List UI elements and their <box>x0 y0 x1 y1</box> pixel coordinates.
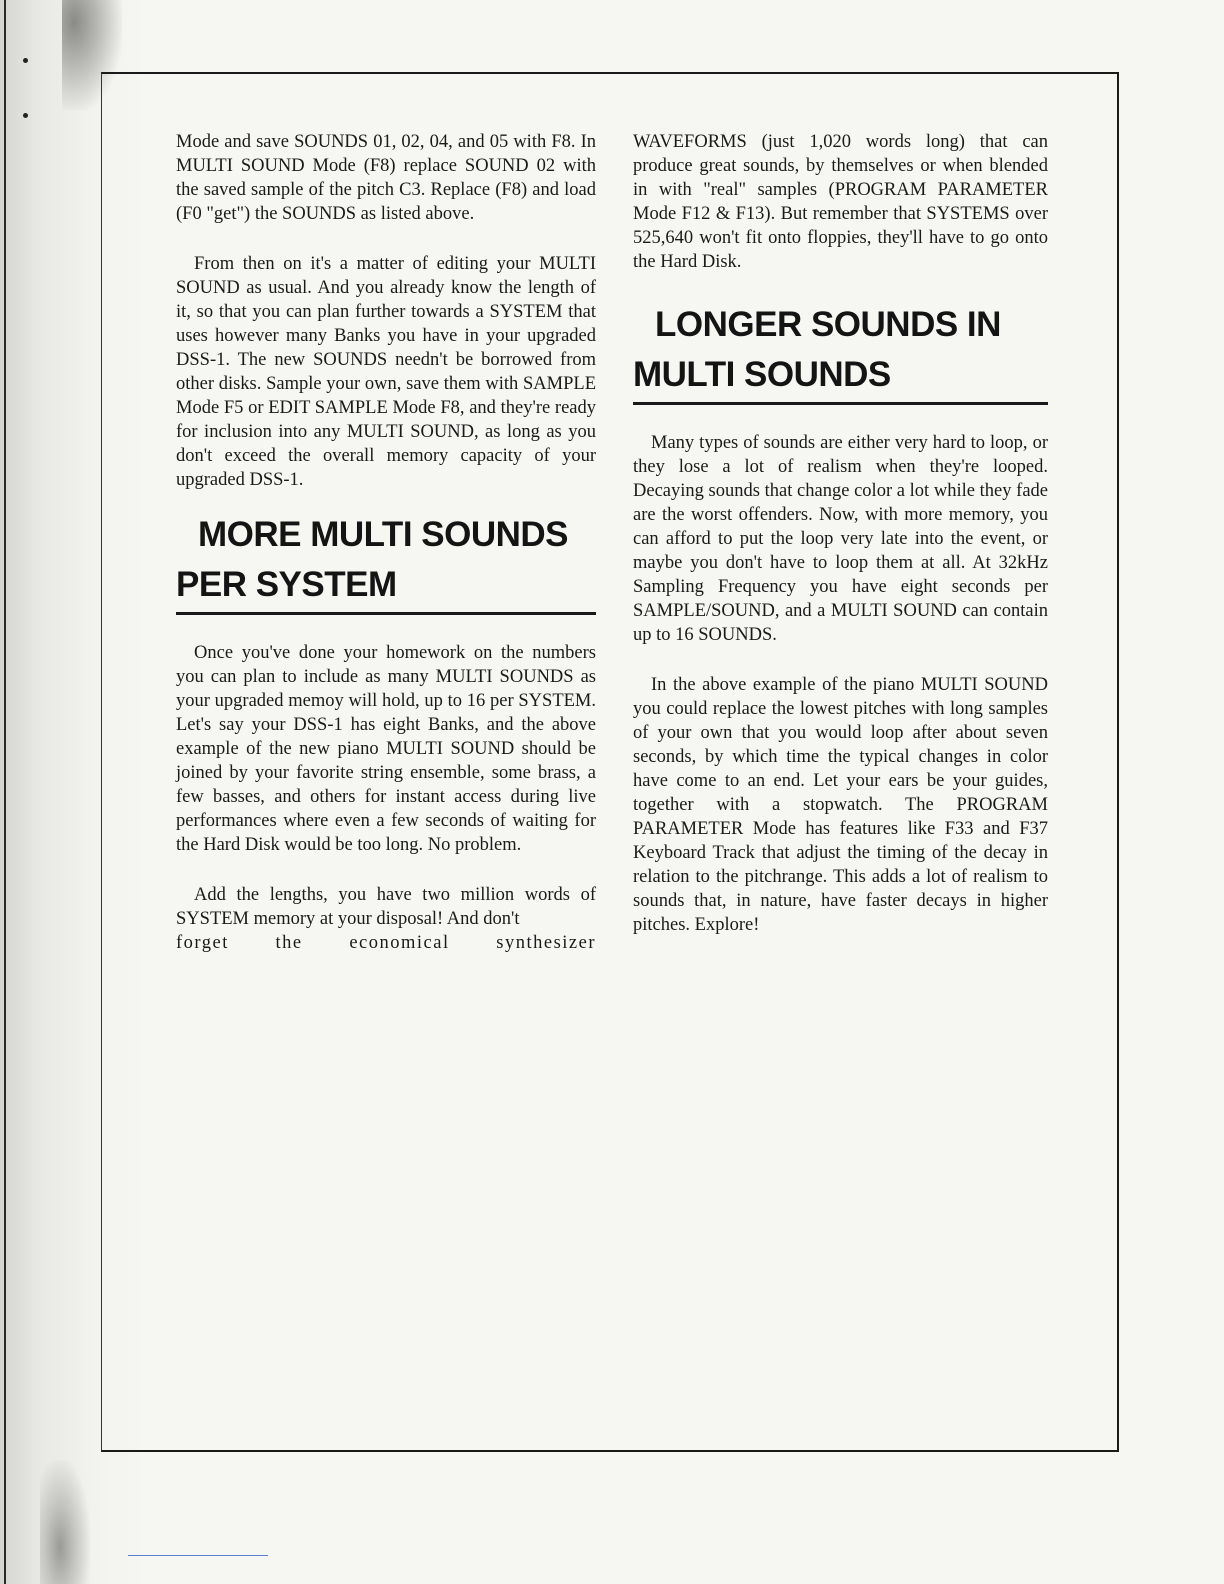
section-heading-longer-sounds <box>633 300 1048 405</box>
heading-line-1: MORE MULTI SOUNDS <box>198 515 569 554</box>
right-paragraph-2: Many types of sounds are either very hard to loop, or they lose a lot of realism when they're looped. Decaying sounds that change color a lot while they fade are the worst offenders. Now, with more memory, you can afford to put the loop very late into the event, or maybe you don't have to loop them at all. At 32kHz Sampling Frequency you have eight seconds per SAMPLE/SOUND, and a MULTI SOUND can contain up to 16 SOUNDS. <box>633 433 1048 645</box>
scan-dark-corner-bottom <box>40 1460 90 1584</box>
right-paragraph-1: WAVEFORMS (just 1,020 words long) that can produce great sounds, by themselves or when blended in with "real" samples (PROGRAM PARAMETER Mode F12 & F13). But remember that SYSTEMS over 525,640 won't fit onto floppies, they'll have to go onto the Hard Disk. <box>633 132 1048 272</box>
left-paragraph-3: Once you've done your homework on the numbers you can plan to include as many MULTI SOUNDS as your upgraded memoy will hold, up to 16 per SYSTEM. Let's say your DSS-1 has eight Banks, and the above example of the new piano MULTI SOUND should be joined by your favorite string ensemble, some brass, a few basses, and others for instant access during live performances where even a few seconds of waiting for the Hard Disk would be too long. No problem. <box>176 643 596 855</box>
right-column <box>633 130 1048 937</box>
punch-hole-mark <box>23 113 28 118</box>
left-paragraph-4: Add the lengths, you have two million words of SYSTEM memory at your disposal! And don't <box>176 885 596 929</box>
heading-line-2: MULTI SOUNDS <box>633 355 891 394</box>
right-paragraph-3: In the above example of the piano MULTI SOUND you could replace the lowest pitches with long samples of your own that you would loop after about seven seconds, by which time the typical changes in color have come to an end. Let your ears be your guides, together with a stopwatch. The PROGRAM PARAMETER Mode has features like F33 and F37 Keyboard Track that adjust the timing of the decay in relation to the pitchrange. This adds a lot of realism to sounds that, in nature, have faster decays in higher pitches. Explore! <box>633 675 1048 935</box>
section-heading-more-multi-sounds <box>176 510 596 615</box>
left-paragraph-1: Mode and save SOUNDS 01, 02, 04, and 05 with F8. In MULTI SOUND Mode (F8) replace SOUND 02 with the saved sample of the pitch C3. Replace (F8) and load (F0 "get") the SOUNDS as listed above. <box>176 132 596 224</box>
heading-line-1: LONGER SOUNDS IN <box>655 305 1001 344</box>
punch-hole-mark <box>23 58 28 63</box>
bottom-rule <box>128 1555 268 1556</box>
left-paragraph-4-last-line: forget the economical synthesizer <box>176 933 596 953</box>
left-column <box>176 130 596 955</box>
scan-edge-line <box>4 0 6 1584</box>
left-paragraph-2: From then on it's a matter of editing your MULTI SOUND as usual. And you already know the length of it, so that you can plan further towards a SYSTEM that uses however many Banks you have in your upgraded DSS-1. The new SOUNDS needn't be borrowed from other disks. Sample your own, save them with SAMPLE Mode F5 or EDIT SAMPLE Mode F8, and they're ready for inclusion into any MULTI SOUND, as long as you don't exceed the overall memory capacity of your upgraded DSS-1. <box>176 254 596 490</box>
heading-line-2: PER SYSTEM <box>176 565 397 604</box>
